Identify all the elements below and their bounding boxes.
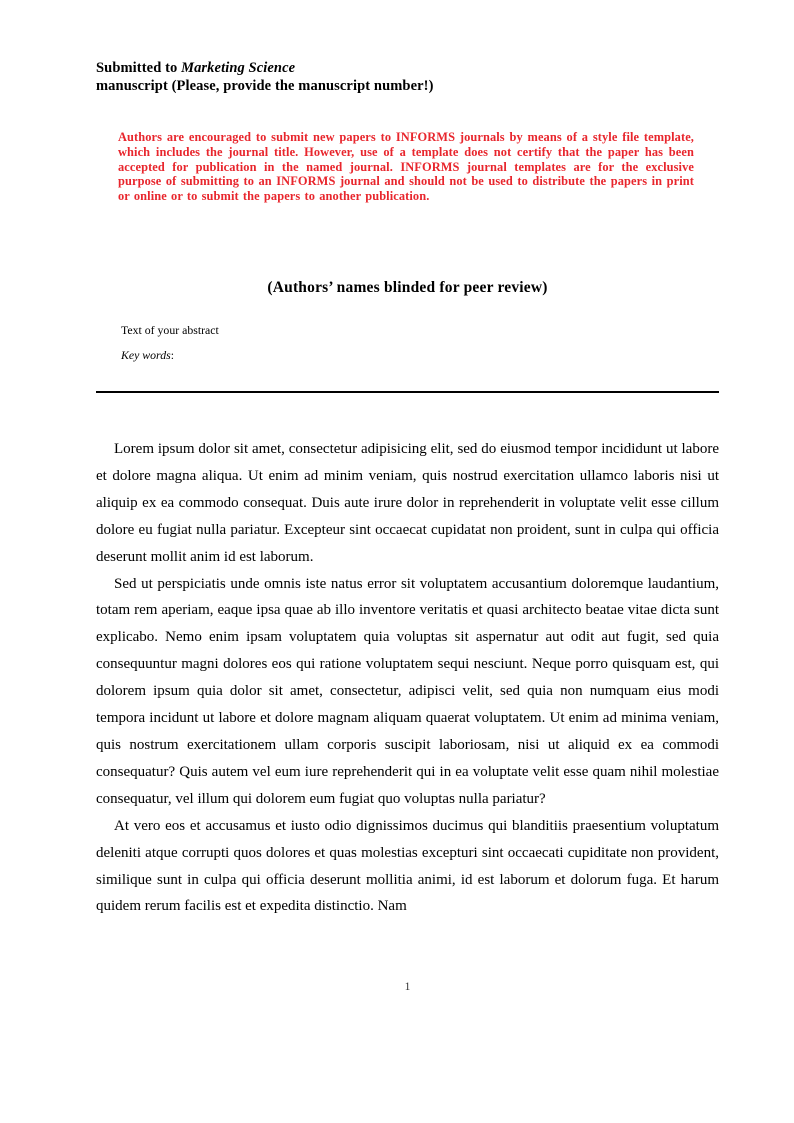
keywords-line [121,348,691,362]
keywords-colon: : [170,348,174,362]
submitted-to-text: Submitted to [96,60,182,76]
running-head-line1 [96,59,719,77]
body-paragraph-1: Lorem ipsum dolor sit amet, consectetur adipisicing elit, sed do eiusmod tempor incididunt ut labore et dolore magna aliqua. Ut enim ad minim veniam, quis nostrud exercitation ullamco laboris nisi ut aliquip ex ea commodo consequat. Duis aute irure dolor in reprehenderit in voluptate velit esse cillum dolore eu fugiat nulla pariatur. Excepteur sint occaecat cupidatat non proident, sunt in culpa qui officia deserunt mollit anim id est laborum. [96,441,719,565]
running-head-manuscript-line: manuscript (Please, provide the manuscript number!) [96,78,434,94]
journal-name: Marketing Science [181,60,296,76]
running-head [96,59,719,95]
abstract-divider-rule [96,391,719,393]
body-paragraph-3: At vero eos et accusamus et iusto odio dignissimos ducimus qui blanditiis praesentium voluptatum deleniti atque corrupti quos dolores et quas molestias excepturi sint occaecati cupiditate non provident, similique sunt in culpa qui officia deserunt mollitia animi, id est laborum et dolorum fuga. Et harum quidem rerum facilis est et expedita distinctio. Nam [96,817,719,915]
body-paragraph-2: Sed ut perspiciatis unde omnis iste natus error sit voluptatem accusantium doloremque laudantium, totam rem aperiam, eaque ipsa quae ab illo inventore veritatis et quasi architecto beatae vitae dicta sunt explicabo. Nemo enim ipsam voluptatem quia voluptas sit aspernatur aut odit aut fugit, sed quia consequuntur magni dolores eos qui ratione voluptatem sequi nesciunt. Neque porro quisquam est, qui dolorem ipsum quia dolor sit amet, consectetur, adipisci velit, sed quia non numquam eius modi tempora incidunt ut labore et dolore magnam aliquam quaerat voluptatem. Ut enim ad minima veniam, quis nostrum exercitationem ullam corporis suscipit laboriosam, nisi ut aliquid ex ea commodi consequatur? Quis autem vel eum iure reprehenderit qui in ea voluptate velit esse quam nihil molestiae consequatur, vel illum qui dolorem eum fugiat quo voluptas nulla pariatur? [96,575,719,807]
informs-template-notice: Authors are encouraged to submit new papers to INFORMS journals by means of a style file template, which includes the journal title. However, use of a template does not certify that the paper has been accepted for publication in the named journal. INFORMS journal templates are for the exclusive purpose of submitting to an INFORMS journal and should not be used to distribute the papers in print or online or to submit the papers to another publication. [118,130,694,204]
authors-blinded-title: (Authors’ names blinded for peer review) [267,279,548,296]
body-text [96,436,719,920]
page-number: 1 [404,981,411,993]
abstract-placeholder: Text of your abstract [121,323,219,337]
keywords-label: Key words [121,348,171,362]
